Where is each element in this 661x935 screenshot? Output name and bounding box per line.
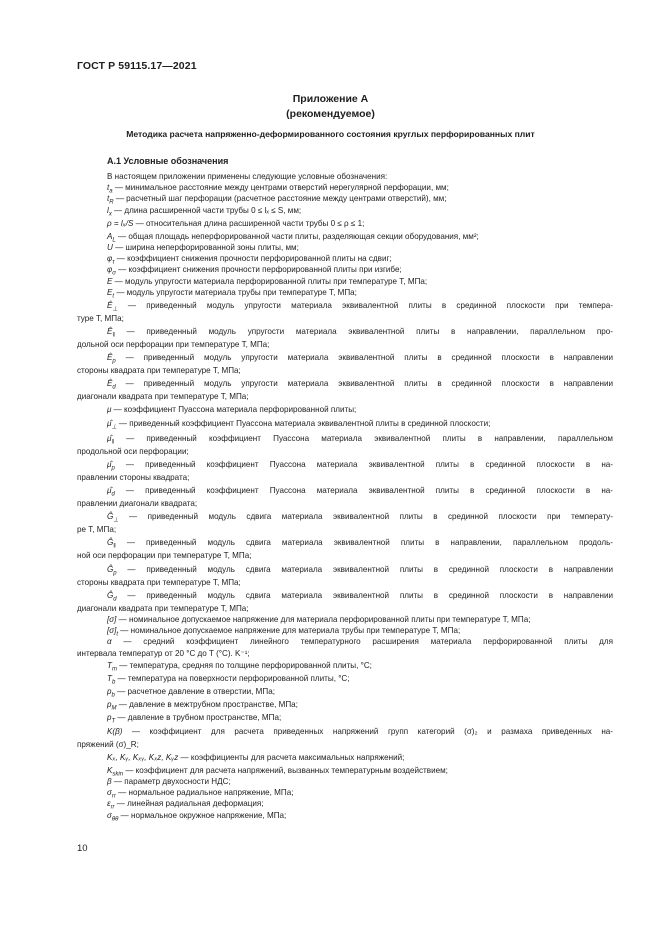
- page-number: 10: [77, 843, 88, 854]
- notation-subscript: d: [112, 385, 116, 392]
- notation-symbol: σ: [107, 810, 112, 820]
- notation-line: [77, 446, 613, 457]
- notation-line: [77, 216, 613, 231]
- notation-line: [77, 472, 613, 483]
- notation-text: — нормальное окружное напряжение, МПа;: [118, 810, 287, 820]
- notation-text: — нормальное радиальное напряжение, МПа;: [115, 788, 294, 798]
- notation-line: [77, 182, 613, 193]
- notation-text: — относительная длина расширенной части трубы 0 ≤ ρ ≤ 1;: [133, 218, 365, 228]
- notation-symbol: Ê: [107, 353, 113, 363]
- notation-text: — средний коэффициент линейного температурного расширения материала перфорированной плиты для: [111, 637, 613, 647]
- notation-text: — минимальное расстояние между центрами отверстий нерегулярной перфорации, мм;: [112, 183, 449, 193]
- notation-text: туре T, МПа;: [77, 313, 124, 323]
- notation-line: [77, 276, 613, 287]
- notation-text: — коэффициент снижения прочности перфорированной плиты при изгибе;: [115, 265, 402, 275]
- appendix-subtitle: (рекомендуемое): [286, 108, 375, 120]
- notation-text: — приведенный модуль упругости материала эквивалентной плиты в срединной плоскости в направлении: [115, 353, 613, 363]
- notation-line: [77, 171, 613, 182]
- notation-subscript: b: [111, 679, 116, 686]
- notation-symbol: l: [107, 205, 109, 215]
- notation-list: [77, 171, 613, 821]
- notation-symbol: μ: [107, 404, 112, 414]
- notation-line: [77, 457, 613, 472]
- notation-line: [77, 636, 613, 647]
- notation-line: [77, 750, 613, 765]
- notation-text: продольной оси перфорации;: [77, 446, 189, 456]
- notation-text: — номинальное допускаемое напряжение для материала трубы при температуре T, МПа;: [118, 626, 461, 636]
- notation-line: [77, 287, 613, 298]
- notation-symbol: σ: [107, 788, 112, 798]
- notation-text: — расчетное давление в отверстии, МПа;: [114, 686, 275, 696]
- notation-line: [77, 231, 613, 242]
- notation-text: интервала температур от 20 °С до T (°С). K⁻¹;: [77, 648, 250, 658]
- notation-text: — линейная радиальная деформация;: [114, 799, 264, 809]
- subsection-title: А.1 Условные обозначения: [107, 156, 229, 166]
- notation-text: ной оси перфорации при температуре T, МПа;: [77, 551, 252, 561]
- notation-line: [77, 562, 613, 577]
- notation-line: [77, 787, 613, 798]
- notation-text: — приведенный модуль сдвига материала эквивалентной плиты в направлении, параллельном продоль-: [115, 538, 613, 548]
- notation-text: — расчетный шаг перфорации (расчетное расстояние между центрами отверстий), мм;: [113, 194, 447, 204]
- notation-symbol: t: [107, 194, 110, 204]
- notation-subscript: d: [111, 491, 115, 498]
- notation-line: [77, 776, 613, 787]
- notation-line: [77, 711, 613, 724]
- notation-line: [77, 298, 613, 313]
- notation-line: [77, 524, 613, 535]
- notation-text: В настоящем приложении применены следующие условные обозначения:: [107, 172, 388, 181]
- notation-text: — коэффициент снижения прочности перфорированной плиты на сдвиг;: [114, 254, 392, 264]
- notation-symbol: β: [107, 777, 112, 787]
- notation-symbol: [σ]: [107, 614, 117, 624]
- notation-symbol: α: [107, 637, 112, 647]
- notation-line: [77, 264, 613, 275]
- notation-symbol: T: [107, 673, 112, 683]
- notation-symbol: K: [107, 765, 113, 775]
- notation-text: — коэффициент Пуассона материала перфорированной плиты;: [111, 404, 357, 414]
- notation-line: [77, 416, 613, 431]
- notation-line: [77, 193, 613, 204]
- notation-text: стороны квадрата при температуре T, МПа;: [77, 366, 241, 376]
- notation-line: [77, 205, 613, 216]
- notation-symbol: μ̂: [107, 486, 112, 495]
- notation-text: — температура, средняя по толщине перфорированной плиты, °С;: [116, 660, 372, 670]
- notation-symbol: μ̂: [107, 418, 112, 428]
- notation-subscript: rr: [110, 805, 115, 812]
- notation-line: [77, 431, 613, 446]
- notation-text: — температура на поверхности перфорированной плиты, °С;: [115, 673, 350, 683]
- notation-line: [77, 242, 613, 253]
- notation-subscript: t: [116, 631, 119, 638]
- notation-subscript: T: [111, 718, 116, 725]
- notation-subscript: p: [113, 570, 117, 577]
- notation-subscript: ⊥: [111, 424, 117, 431]
- notation-symbol: Ĝ: [107, 564, 114, 574]
- notation-symbol: Ê: [107, 379, 113, 389]
- notation-subscript: p: [112, 358, 116, 365]
- notation-symbol: U: [107, 242, 113, 252]
- notation-symbol: ε: [107, 799, 111, 809]
- notation-line: [77, 588, 613, 603]
- notation-line: [77, 765, 613, 776]
- notation-line: [77, 577, 613, 588]
- notation-text: — длина расширенной части трубы 0 ≤ lₓ ≤ S, мм;: [111, 205, 302, 215]
- notation-subscript: ⊥: [113, 517, 119, 524]
- notation-line: [77, 253, 613, 264]
- notation-line: [77, 403, 613, 416]
- notation-symbol: p: [107, 712, 112, 722]
- notation-text: — модуль упругости материала трубы при температуре T, МПа;: [114, 287, 357, 297]
- notation-line: [77, 698, 613, 711]
- notation-text: — давление в межтрубном пространстве, МПа;: [116, 699, 298, 709]
- section-title: Методика расчета напряженно-деформированного состояния круглых перфорированных плит: [126, 129, 535, 139]
- notation-text: — приведенный коэффициент Пуассона материала эквивалентной плиты в направлении, параллельном: [113, 433, 613, 443]
- notation-symbol: Ĝ: [107, 590, 114, 600]
- notation-symbol: φ: [107, 254, 113, 264]
- notation-subscript: ‖: [112, 332, 115, 339]
- notation-text: пряжений (σ)_R;: [77, 739, 139, 749]
- notation-text: правлении диагонали квадрата;: [77, 499, 198, 508]
- notation-line: [77, 614, 613, 625]
- notation-subscript: skin: [112, 771, 124, 778]
- notation-symbol: K(β): [107, 726, 123, 736]
- notation-text: — коэффициенты для расчета максимальных напряжений;: [178, 752, 405, 762]
- notation-symbol: Ê: [107, 327, 113, 337]
- notation-line: [77, 550, 613, 561]
- notation-line: [77, 810, 613, 821]
- notation-text: — приведенный коэффициент Пуассона материала эквивалентной плиты в срединной плоскости;: [116, 418, 491, 428]
- notation-symbol: E: [107, 276, 113, 286]
- notation-subscript: x: [108, 211, 112, 218]
- notation-text: дольной оси перфорации при температуре T, МПа;: [77, 340, 270, 350]
- notation-text: — приведенный модуль сдвига материала эквивалентной плиты в срединной плоскости в направлении: [116, 590, 613, 600]
- notation-subscript: a: [109, 188, 113, 195]
- notation-subscript: τ: [112, 259, 115, 266]
- notation-line: [77, 659, 613, 672]
- appendix-heading: [0, 92, 661, 122]
- notation-text: — приведенный коэффициент Пуассона материала эквивалентной плиты в срединной плоскости в на-: [114, 486, 613, 495]
- appendix-title: Приложение А: [292, 93, 369, 105]
- notation-text: — приведенный модуль упругости материала эквивалентной плиты в направлении, параллельном про-: [114, 327, 613, 337]
- notation-subscript: ‖: [113, 543, 116, 550]
- notation-line: [77, 535, 613, 550]
- notation-line: [77, 350, 613, 365]
- notation-text: — коэффициент для расчета приведенных напряжений групп категорий (σ)₂ и размаха приведенных на-: [122, 726, 613, 736]
- notation-line: [77, 498, 613, 509]
- notation-line: [77, 509, 613, 524]
- notation-line: [77, 324, 613, 339]
- notation-text: диагонали квадрата при температуре T, МПа;: [77, 392, 249, 402]
- notation-line: [77, 798, 613, 812]
- notation-symbol: μ̂: [107, 433, 112, 443]
- notation-symbol: p: [107, 686, 112, 696]
- notation-text: ре T, МПа;: [77, 525, 117, 535]
- notation-subscript: L: [112, 237, 116, 244]
- notation-subscript: d: [113, 596, 117, 603]
- notation-line: [77, 365, 613, 376]
- notation-subscript: ‖: [111, 439, 114, 446]
- notation-subscript: M: [111, 705, 117, 712]
- document-header: ГОСТ Р 59115.17—2021: [77, 60, 197, 72]
- notation-line: [77, 648, 613, 659]
- notation-symbol: T: [107, 660, 112, 670]
- notation-subscript: R: [109, 199, 114, 206]
- notation-symbol: Ĝ: [107, 512, 114, 522]
- notation-subscript: p: [111, 465, 115, 472]
- notation-line: [77, 603, 613, 614]
- notation-symbol: t: [107, 183, 110, 193]
- notation-subscript: θθ: [111, 816, 119, 823]
- notation-text: — модуль упругости материала перфорированной плиты при температуре T, МПа;: [112, 276, 428, 286]
- notation-line: [77, 483, 613, 498]
- notation-text: — номинальное допускаемое напряжение для материала перфорированной плиты при температуре T, МПа;: [116, 614, 531, 624]
- notation-text: — общая площадь неперфорированной части плиты, разделяющая секции оборудования, мм²;: [115, 231, 479, 241]
- notation-symbol: Ĝ: [107, 538, 114, 548]
- notation-symbol: [σ]: [107, 626, 117, 636]
- notation-text: — коэффициент для расчета напряжений, вызванных температурным воздействием;: [123, 765, 448, 775]
- notation-text: — приведенный модуль упругости материала эквивалентной плиты в срединной плоскости в направлении: [115, 379, 613, 389]
- notation-subscript: ⊥: [112, 306, 118, 313]
- notation-symbol: A: [107, 231, 113, 241]
- notation-line: [77, 672, 613, 685]
- notation-text: — давление в трубном пространстве, МПа;: [115, 712, 282, 722]
- notation-line: [77, 339, 613, 350]
- notation-text: правлении стороны квадрата;: [77, 472, 190, 482]
- notation-line: [77, 313, 613, 324]
- notation-line: [77, 391, 613, 402]
- notation-text: — приведенный модуль сдвига материала эквивалентной плиты в срединной плоскости при температу-: [118, 512, 613, 522]
- notation-subscript: rr: [111, 793, 116, 800]
- notation-text: — приведенный модуль упругости материала эквивалентной плиты в срединной плоскости при темпера-: [117, 300, 613, 310]
- notation-symbol: p: [107, 699, 112, 709]
- notation-text: — параметр двухосности НДС;: [111, 777, 231, 787]
- notation-text: стороны квадрата при температуре T, МПа;: [77, 577, 241, 587]
- notation-line: [77, 724, 613, 739]
- notation-subscript: m: [111, 666, 117, 673]
- notation-text: диагонали квадрата при температуре T, МПа;: [77, 603, 249, 613]
- notation-line: [77, 685, 613, 698]
- notation-text: — приведенный модуль сдвига материала эквивалентной плиты в срединной плоскости в направлении: [116, 564, 613, 574]
- notation-symbol: E: [107, 287, 113, 297]
- notation-line: [77, 376, 613, 391]
- notation-symbol: Ê: [107, 300, 113, 310]
- notation-symbol: ρ = lₓ/S: [107, 218, 134, 228]
- notation-text: — ширина неперфорированной зоны плиты, мм;: [112, 242, 299, 252]
- notation-subscript: σ: [112, 270, 116, 277]
- notation-symbol: Kₓ, Kᵧ, Kₓᵧ, Kₓz, Kᵧz: [107, 752, 179, 762]
- notation-symbol: φ: [107, 265, 113, 275]
- notation-line: [77, 625, 613, 636]
- notation-subscript: t: [112, 293, 115, 300]
- notation-symbol: μ̂: [107, 459, 112, 469]
- notation-text: — приведенный коэффициент Пуассона материала эквивалентной плиты в срединной плоскости в на-: [114, 459, 613, 469]
- notation-subscript: b: [111, 692, 115, 699]
- notation-line: [77, 739, 613, 750]
